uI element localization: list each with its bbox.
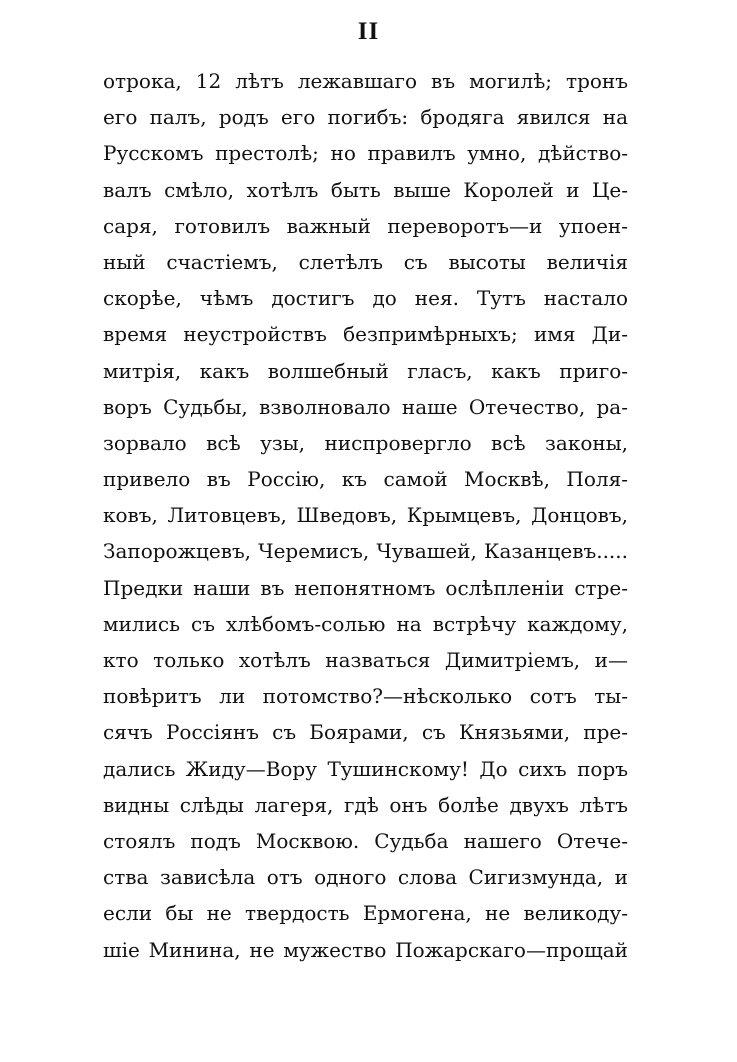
text-line: шiе Минина, не мужество Пожарскаго—прощай <box>103 937 628 962</box>
text-line: привело въ Россiю, къ самой Москвѣ, Поля- <box>103 467 628 492</box>
text-line: скорѣе, чѣмъ достигъ до нея. Тутъ настало <box>103 286 628 311</box>
text-line: сячъ Россiянъ съ Боярами, съ Князьями, пре- <box>103 720 628 745</box>
text-line: ковъ, Литовцевъ, Шведовъ, Крымцевъ, Донцовъ, <box>103 503 628 528</box>
text-line: повѣритъ ли потомство?—нѣсколько сотъ ты- <box>103 684 628 709</box>
text-line: дались Жиду—Вору Тушинскому! До сихъ поръ <box>103 756 628 781</box>
text-line: зорвало всѣ узы, ниспровергло всѣ законы, <box>103 430 628 455</box>
text-line: видны слѣды лагеря, гдѣ онъ болѣе двухъ лѣтъ <box>103 792 628 817</box>
text-line: митрiя, какъ волшебный гласъ, какъ пригo- <box>103 358 628 383</box>
text-line: если бы не твердость Ермогена, не великоду- <box>103 901 628 926</box>
text-line: мились съ хлѣбомъ-солью на встрѣчу каждому, <box>103 611 628 636</box>
text-line: ный счастiемъ, слетѣлъ съ высоты величiя <box>103 249 628 274</box>
body-text <box>103 63 628 968</box>
text-line: валъ смѣло, хотѣлъ быть выше Королей и Це- <box>103 177 628 202</box>
text-line: стоялъ подъ Москвою. Судьба нашего Отече- <box>103 828 628 853</box>
text-line: Предки наши въ непонятномъ ослѣпленiи стре- <box>103 575 628 600</box>
text-line: время неустройствъ безпримѣрныхъ; имя Ди- <box>103 322 628 347</box>
page-number: II <box>357 18 380 45</box>
text-line: его палъ, родъ его погибъ: бродяга явился на <box>103 105 628 130</box>
text-line: саря, готовилъ важный переворотъ—и упоен- <box>103 213 628 238</box>
text-line: Запорожцевъ, Черемисъ, Чувашей, Казанцевъ..... <box>103 539 628 564</box>
text-line: отрока, 12 лѣтъ лежавшаго въ могилѣ; тронъ <box>103 69 628 93</box>
text-line: воръ Судьбы, взволновало наше Отечество, ра- <box>103 394 628 419</box>
text-line: Русскомъ престолѣ; но правилъ умно, дѣйство- <box>103 141 628 166</box>
text-line: ства зависѣла отъ одного слова Сигизмунда, и <box>103 865 628 890</box>
text-line: кто только хотѣлъ назваться Димитрiемъ, и— <box>103 648 628 672</box>
